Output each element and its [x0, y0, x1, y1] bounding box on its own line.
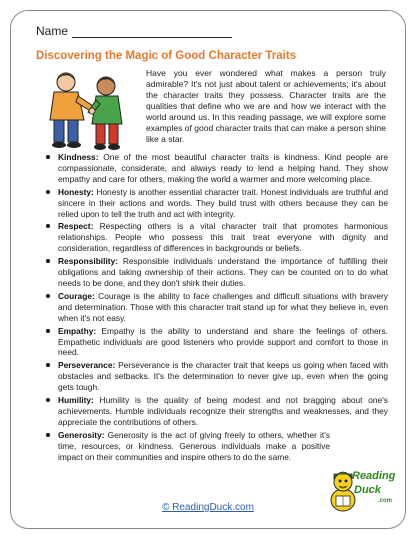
trait-term: Respect: — [58, 221, 94, 232]
traits-list — [44, 152, 388, 464]
trait-term: Humility: — [58, 395, 94, 406]
list-item — [44, 360, 388, 393]
name-blank-line[interactable] — [72, 26, 232, 38]
bullet-icon — [46, 363, 50, 367]
footer-copyright-link[interactable]: © ReadingDuck.com — [162, 502, 254, 513]
list-item — [44, 152, 388, 185]
list-item — [44, 221, 388, 254]
trait-description: Respecting others is a vital character trait that promotes harmonious relationships. People who possess this trait treat everyone with dignity and consideration, regardless of differences in backgrounds or beliefs. — [58, 221, 388, 254]
bullet-icon — [46, 398, 50, 402]
list-item — [44, 256, 388, 289]
bullet-icon — [46, 190, 50, 194]
list-item — [44, 395, 388, 428]
trait-description: Honesty is another essential character trait. Honest individuals are truthful and sincere in their actions and words. They build trust with others because they can be relied upon to tell the truth and act with integrity. — [58, 186, 388, 219]
list-item — [44, 187, 388, 220]
bullet-icon — [46, 155, 50, 159]
list-item — [44, 430, 388, 463]
bullet-icon — [46, 259, 50, 263]
bullet-icon — [46, 433, 50, 437]
bullet-icon — [46, 329, 50, 333]
list-item — [44, 326, 388, 359]
trait-description: Generosity is the act of giving freely to others, whether it's time, resources, or kindness. Generous individuals make a positive impact on their communities and inspire others to do the same. — [58, 429, 330, 462]
children-helping-illustration — [40, 68, 132, 152]
list-item — [44, 291, 388, 324]
trait-description: Empathy is the ability to understand and share the feelings of others. Empathetic individuals are good listeners who provide support and comfort to those in need. — [58, 325, 388, 358]
name-label: Name — [36, 24, 69, 38]
bullet-icon — [46, 294, 50, 298]
trait-term: Honesty: — [58, 186, 94, 197]
intro-paragraph: Have you ever wondered what makes a person truly admirable? It's not just about talent or achievements; it's about the character traits they possess. Character traits are the qualities that define who we are and how we interact with the world around us. In this reading passage, we will explore some examples of good character traits that can make a person shine like a star. — [146, 68, 386, 144]
trait-description: Responsible individuals understand the importance of fulfilling their obligations and taking ownership of their actions. They can be counted on to do what needs to be done, and they don't shirk their duties. — [58, 256, 388, 288]
trait-term: Kindness: — [58, 152, 99, 162]
trait-term: Perseverance: — [58, 360, 116, 371]
reading-duck-logo: Reading Duck .com — [328, 464, 394, 518]
trait-term: Empathy: — [58, 325, 97, 336]
bullet-icon — [46, 224, 50, 228]
trait-description: Courage is the ability to face challenges and difficult situations with bravery and determination. Those with this character trait stand up for what they believe in, even when it's not easy. — [58, 290, 388, 323]
trait-description: Humility is the quality of being modest and not bragging about one's achievements. Humble individuals recognize their strengths and weaknesses, and they appreciate the contributions of others. — [58, 395, 388, 427]
trait-term: Responsibility: — [58, 256, 119, 267]
name-field — [36, 24, 232, 38]
page-title: Discovering the Magic of Good Character Traits — [36, 50, 297, 62]
trait-description: One of the most beautiful character traits is kindness. Kind people are compassionate, considerate, and always ready to lend a helping hand. They show empathy and care for others, making the world a warmer and more welcoming place. — [58, 152, 388, 184]
trait-term: Courage: — [58, 290, 95, 301]
trait-term: Generosity: — [58, 429, 105, 440]
trait-description: Perseverance is the character trait that keeps us going when faced with obstacles and setbacks. It's the determination to never give up, even when the going gets tough. — [58, 360, 388, 393]
